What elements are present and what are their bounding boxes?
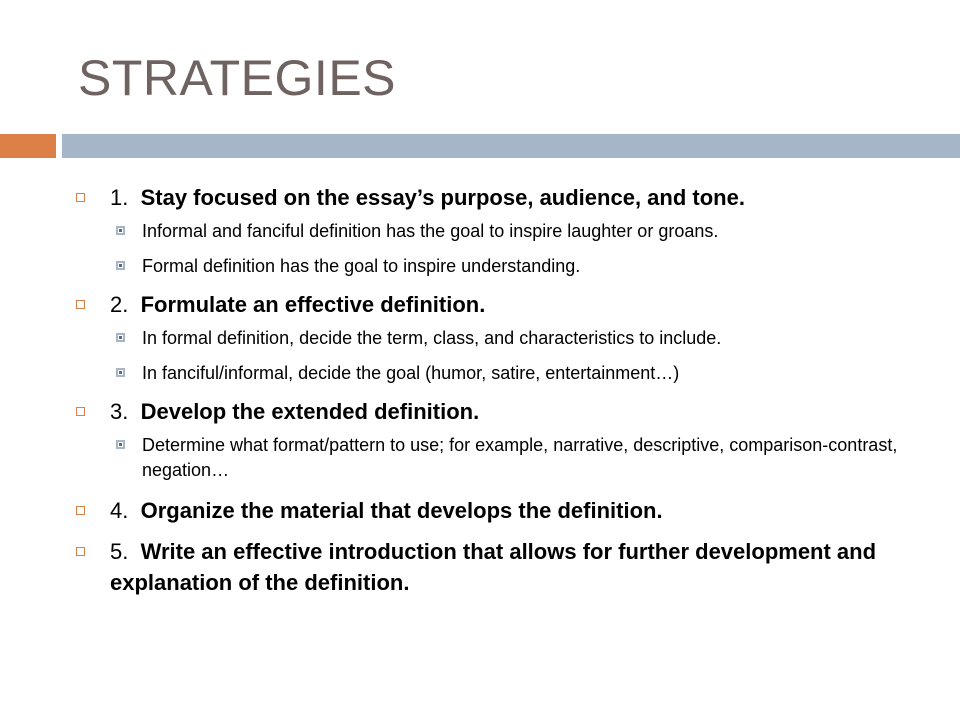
sub-bullet-text: Determine what format/pattern to use; for example, narrative, descriptive, comparison-contrast, negation… — [142, 435, 898, 480]
bullet-item-5 — [74, 536, 914, 598]
square-bullet-icon — [76, 407, 85, 416]
small-square-bullet-icon — [116, 440, 125, 449]
title-accent-bar — [0, 134, 56, 158]
bullet-number: 2. — [110, 292, 129, 317]
bullet-text: Write an effective introduction that allows for further development and explanation of the definition. — [110, 539, 877, 595]
bullet-list — [74, 176, 914, 598]
bullet-item-1 — [74, 182, 914, 213]
square-bullet-icon — [76, 506, 85, 515]
square-bullet-icon — [76, 193, 85, 202]
small-square-bullet-icon — [116, 333, 125, 342]
sub-bullet-item — [74, 433, 914, 483]
sub-bullet-text: Formal definition has the goal to inspire understanding. — [142, 256, 581, 276]
small-square-bullet-icon — [116, 261, 125, 270]
bullet-number: 4. — [110, 498, 129, 523]
square-bullet-icon — [76, 547, 85, 556]
bullet-text: Organize the material that develops the definition. — [140, 498, 663, 523]
small-square-bullet-icon — [116, 368, 125, 377]
square-bullet-icon — [76, 300, 85, 309]
sub-bullet-text: Informal and fanciful definition has the goal to inspire laughter or groans. — [142, 221, 719, 241]
bullet-item-4 — [74, 495, 914, 526]
bullet-number: 5. — [110, 539, 129, 564]
sub-bullet-item — [74, 219, 914, 244]
bullet-text: Develop the extended definition. — [140, 399, 480, 424]
bullet-item-3 — [74, 396, 914, 427]
bullet-text: Formulate an effective definition. — [140, 292, 486, 317]
sub-bullet-text: In formal definition, decide the term, class, and characteristics to include. — [142, 328, 722, 348]
title-divider-bar — [62, 134, 960, 158]
slide-title: STRATEGIES — [78, 50, 397, 106]
bullet-text: Stay focused on the essay’s purpose, audience, and tone. — [140, 185, 745, 210]
bullet-number: 1. — [110, 185, 129, 210]
sub-bullet-item — [74, 254, 914, 279]
sub-bullet-text: In fanciful/informal, decide the goal (humor, satire, entertainment…) — [142, 363, 680, 383]
sub-bullet-item — [74, 361, 914, 386]
small-square-bullet-icon — [116, 226, 125, 235]
bullet-number: 3. — [110, 399, 129, 424]
sub-bullet-item — [74, 326, 914, 351]
bullet-item-2 — [74, 289, 914, 320]
